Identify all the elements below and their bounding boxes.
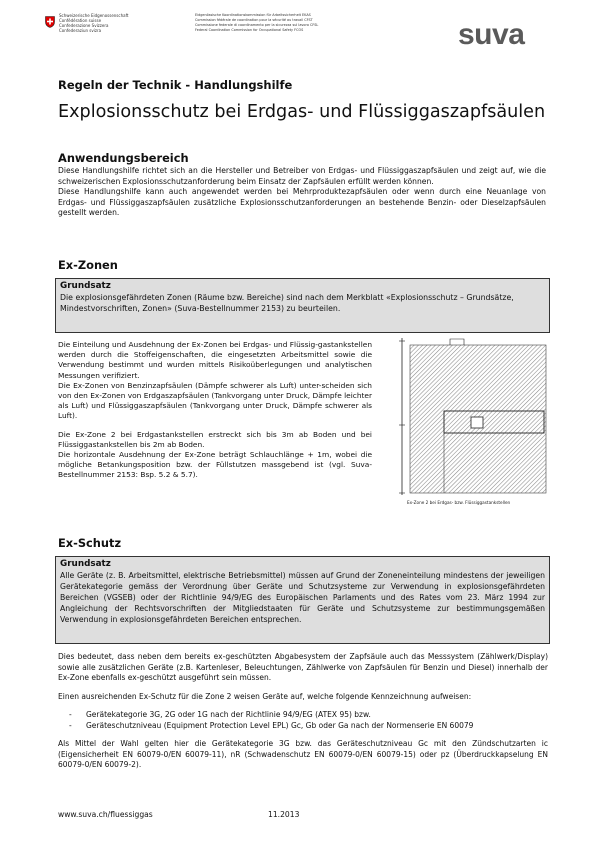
section-heading-ex-schutz: Ex-Schutz <box>58 536 122 550</box>
figure-caption: Ex-Zone 2 bei Erdgas- bzw. Flüssiggastankstellen <box>407 500 511 505</box>
section-heading-ex-zonen: Ex-Zonen <box>58 258 118 272</box>
anwendung-paragraph: Diese Handlungshilfe richtet sich an die Hersteller und Betreiber von Erdgas- und Flüssiggaszapfsäulen und zeigt auf, wie die schweizerischen Explosionsschutzanforderung beim Einsatz der Zapfsäulen erfüllt werden können. <box>58 166 546 186</box>
ex-schutz-paragraph: Einen ausreichenden Ex-Schutz für die Zone 2 weisen Geräte auf, welche folgende Kennzeichnung aufweisen: <box>58 691 472 701</box>
ex-zonen-text <box>58 340 372 481</box>
ex-zonen-paragraph: Die Einteilung und Ausdehnung der Ex-Zonen bei Erdgas- und Flüssig-gastankstellen werden durch die Stoffeigenschaften, die eingesetzten Arbeitsmittel sowie die Verwendung bestimmt und wurden mittels Risikoüberlegungen und analytischen Messungen verifiziert. <box>58 340 372 380</box>
ex-zonen-paragraph: Die Ex-Zone 2 bei Erdgastankstellen erstreckt sich bis 3m ab Boden und bei Flüssiggastankstellen bis 2m ab Boden. <box>58 429 372 449</box>
footer-url-link[interactable]: www.suva.ch/fluessiggas <box>58 810 153 819</box>
grundsatz-box-ex-zonen <box>55 278 550 333</box>
federal-admin-text: Schweizerische Eidgenossenschaft Confédération suisse Confederazione Svizzera Confederaziun svizra <box>59 13 129 33</box>
suva-logo: suva <box>458 18 525 51</box>
ex-schutz-paragraph: Als Mittel der Wahl gelten hier die Gerätekategorie 3G bzw. das Geräteschutzniveau Gc mit den Zündschutzarten ic (Eigensicherheit EN 60079-0/EN 60079-11), nR (Schwadenschutz EN 60079-0/EN 60079-15) oder pz (Überdruckkapselung EN 60079-0/EN 60079-2). <box>58 739 548 769</box>
anwendung-text <box>58 166 546 219</box>
ex-schutz-text <box>58 652 548 771</box>
swiss-coat-of-arms-icon <box>45 13 55 32</box>
document-kicker: Regeln der Technik - Handlungshilfe <box>58 78 293 92</box>
ekas-commission-text: Eidgenössische Koordinationskommission für Arbeitssicherheit EKAS Commission fédérale de coordination pour la sécurité au travail CFST Commissione federale di coordinamento per la sicurezza sul lavoro CFSL Federal Coordination Commission for Occupational Safety FCOS <box>195 13 319 32</box>
list-item: - Geräteschutzniveau (Equipment Protection Level EPL) Gc, Gb oder Ga nach der Normenserie EN 60079 <box>58 721 548 732</box>
grundsatz-title: Grundsatz <box>60 559 111 569</box>
ex-zonen-paragraph: Die horizontale Ausdehnung der Ex-Zone beträgt Schlauchlänge + 1m, wobei die mögliche Betankungsposition bzw. der Füllstutzen massgebend ist (vgl. Suva-Bestellnummer 2153: Bsp. 5.2 & 5.7). <box>58 450 372 480</box>
grundsatz-text: Alle Geräte (z. B. Arbeitsmittel, elektrische Betriebsmittel) müssen auf Grund der Zoneneinteilung mindestens der jeweiligen Gerätekategorie gemäss der Verordnung über Geräte und Schutzsysteme zur Verwendung in explosionsgefährdeten Bereichen (VGSEB) oder der Richtlinie 94/9/EG des Europäischen Parlaments und des Rates vom 23. März 1994 zur Angleichung der Rechtsvorschriften der Mitgliedstaaten für Geräte und Schutzsysteme zur bestimmungsgemäßen Verwendung in explosionsgefährdeten Bereichen entsprechen. <box>60 571 545 624</box>
grundsatz-title: Grundsatz <box>60 281 111 291</box>
ex-zone-diagram <box>392 333 552 513</box>
ex-schutz-paragraph: Dies bedeutet, dass neben dem bereits ex-geschützten Abgabesystem der Zapfsäule auch das Messsystem (Zählwerk/Display) sowie alle zusätzlichen Geräte (z.B. Kartenleser, Beleuchtungen, Zählwerke von Zapfsäulen für Benzin und Diesel) innerhalb der Ex-Zone ebenfalls ex-geschützt ausgeführt sein müssen. <box>58 652 548 682</box>
anwendung-paragraph: Diese Handlungshilfe kann auch angewendet werden bei Mehrproduktezapfsäulen oder wenn durch eine Neuanlage von Erdgas- und Flüssiggaszapfsäulen zusätzliche Explosionsschutzanforderungen an bestehende Benzin- oder Dieselzapfsäulen gestellt werden. <box>58 187 546 218</box>
document-title: Explosionsschutz bei Erdgas- und Flüssiggaszapfsäulen <box>58 102 546 122</box>
grundsatz-text: Die explosionsgefährdeten Zonen (Räume bzw. Bereiche) sind nach dem Merkblatt «Explosionsschutz – Grundsätze, Mindestvorschriften, Zonen» (Suva-Bestellnummer 2153) zu beurteilen. <box>60 293 514 313</box>
grundsatz-box-ex-schutz <box>55 556 550 644</box>
footer-date: 11.2013 <box>268 810 300 819</box>
section-heading-anwendungsbereich: Anwendungsbereich <box>58 151 189 165</box>
nozzle-position <box>471 417 483 428</box>
list-item: - Gerätekategorie 3G, 2G oder 1G nach der Richtlinie 94/9/EG (ATEX 95) bzw. <box>58 710 548 721</box>
ex-zonen-paragraph: Die Ex-Zonen von Benzinzapfsäulen (Dämpfe schwerer als Luft) unter-scheiden sich von den Ex-Zonen von Erdgaszapfsäulen (Tankvorgang unter Druck, Dämpfe leichter als Luft) und Flüssiggaszapfsäulen (Tankvorgang unter Druck, Dämpfe schwerer als Luft). <box>58 380 372 421</box>
ex-schutz-list <box>58 710 548 731</box>
